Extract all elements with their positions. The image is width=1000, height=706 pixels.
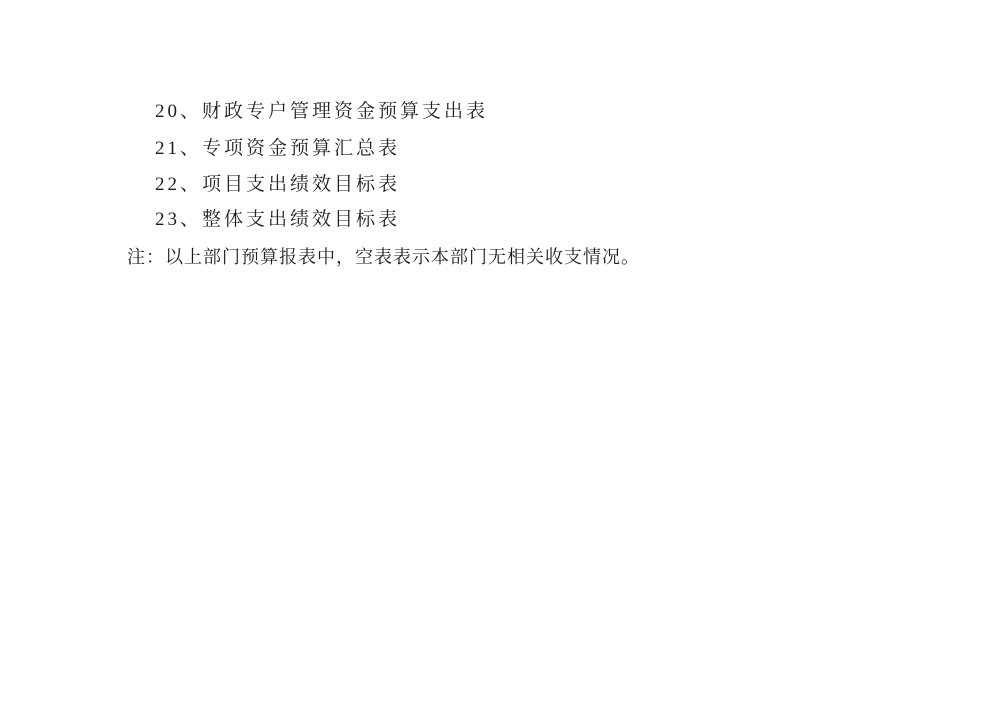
list-item-21: 21、专项资金预算汇总表 [155, 138, 401, 159]
list-item-22: 22、项目支出绩效目标表 [155, 174, 401, 195]
list-item-23: 23、整体支出绩效目标表 [155, 209, 401, 230]
list-item-20: 20、财政专户管理资金预算支出表 [155, 101, 489, 122]
note-text: 注：以上部门预算报表中，空表表示本部门无相关收支情况。 [127, 247, 640, 267]
